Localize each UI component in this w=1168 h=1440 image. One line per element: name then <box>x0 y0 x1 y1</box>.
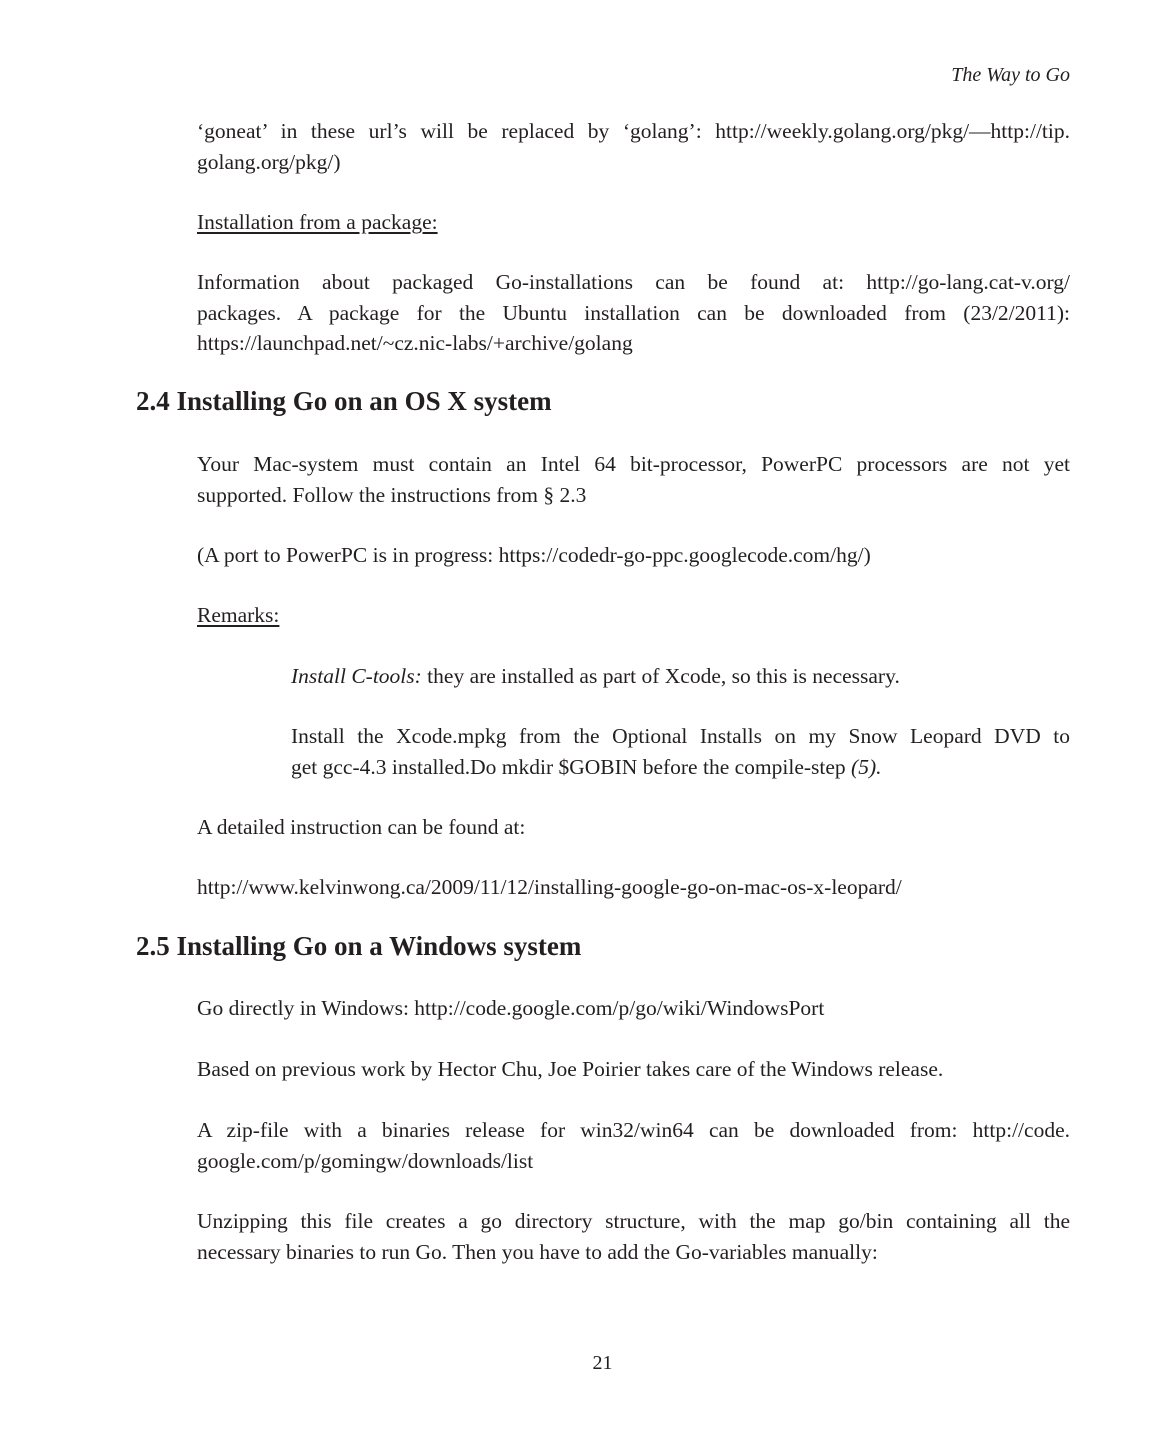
page-number: 21 <box>592 1352 613 1374</box>
text-line: http://www.kelvinwong.ca/2009/11/12/installing-google-go-on-mac-os-x-leopard/ <box>197 875 902 899</box>
remark-text: they are installed as part of Xcode, so this is necessary. <box>421 664 900 688</box>
text-line: packages. A package for the Ubuntu installation can be downloaded from (23/2/2011): <box>197 300 1070 325</box>
section-heading-2-4: 2.4 Installing Go on an OS X system <box>136 386 552 416</box>
paragraph-windows-port <box>197 993 1070 1024</box>
paragraph-kelvinwong-url <box>197 872 1070 903</box>
paragraph-zip-file <box>197 1115 1070 1176</box>
paragraph-unzipping <box>197 1206 1070 1267</box>
text-line: golang.org/pkg/) <box>197 149 341 174</box>
paragraph-detailed-instruction <box>197 812 1070 843</box>
paragraph-powerpc-port <box>197 540 1070 571</box>
remark-xcode <box>291 721 1070 782</box>
text-line: Based on previous work by Hector Chu, Joe Poirier takes care of the Windows release. <box>197 1057 944 1081</box>
text-line: Install the Xcode.mpkg from the Optional Installs on my Snow Leopard DVD to <box>291 724 1070 748</box>
text-line: google.com/p/gomingw/downloads/list <box>197 1148 534 1173</box>
text-line: get gcc-4.3 installed.Do mkdir $GOBIN before the compile-step <box>291 754 852 779</box>
text-line: supported. Follow the instructions from § 2.3 <box>197 482 587 507</box>
remark-label: Install C-tools: <box>291 664 422 688</box>
text-line: A zip-file with a binaries release for win32/win64 can be downloaded from: http://code. <box>197 1118 1070 1142</box>
text-line: Your Mac-system must contain an Intel 64 bit-processor, PowerPC processors are not yet <box>197 452 1070 476</box>
text-line: Go directly in Windows: http://code.google.com/p/go/wiki/WindowsPort <box>197 996 825 1020</box>
subheading-package <box>197 207 1070 238</box>
remark-c-tools <box>291 661 1070 692</box>
text-line: Information about packaged Go-installations can be found at: http://go-lang.cat-v.org/ <box>197 270 1070 294</box>
paragraph-package-info <box>197 267 1070 359</box>
step-reference: (5). <box>851 754 882 779</box>
subheading-text: Installation from a package: <box>197 210 438 234</box>
text-line: https://launchpad.net/~cz.nic-labs/+archive/golang <box>197 331 633 355</box>
section-heading-2-5: 2.5 Installing Go on a Windows system <box>136 931 582 961</box>
running-header: The Way to Go <box>951 64 1070 86</box>
paragraph-goneat <box>197 116 1070 177</box>
subheading-text: Remarks: <box>197 603 280 627</box>
text-line: necessary binaries to run Go. Then you have to add the Go-variables manually: <box>197 1239 878 1264</box>
text-line: A detailed instruction can be found at: <box>197 815 526 839</box>
subheading-remarks <box>197 600 1070 631</box>
text-line: Unzipping this file creates a go directory structure, with the map go/bin containing all the <box>197 1209 1070 1233</box>
text-line: (A port to PowerPC is in progress: https://codedr-go-ppc.googlecode.com/hg/) <box>197 543 871 567</box>
paragraph-windows-release <box>197 1054 1070 1085</box>
paragraph-mac-requirements <box>197 449 1070 510</box>
text-line: ‘goneat’ in these url’s will be replaced by ‘golang’: http://weekly.golang.org/pkg/—http://tip. <box>197 119 1070 143</box>
